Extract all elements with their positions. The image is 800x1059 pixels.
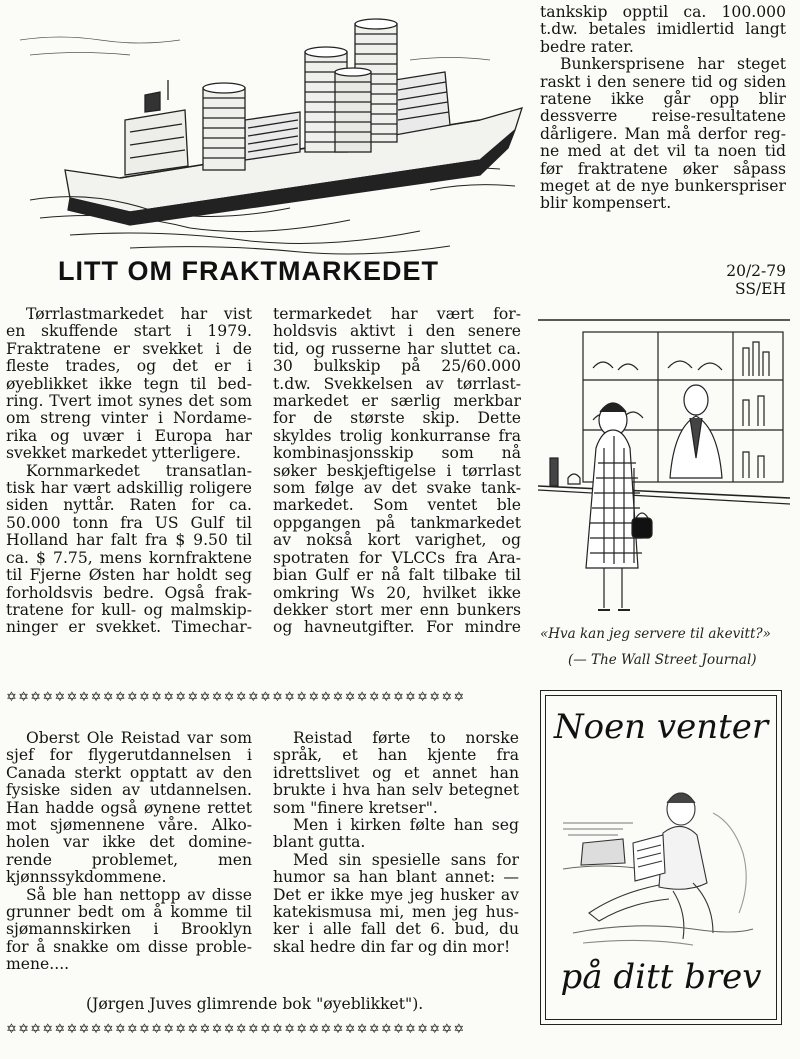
text-line: Men i kirken følte han seg: [293, 816, 519, 835]
text-line: til Fjerne Østen har holdt seg: [6, 566, 252, 585]
text-line: Fraktratene er svekket i de: [6, 339, 252, 358]
text-line: ca. $ 7.75, mens kornfraktene: [6, 548, 252, 567]
text-line: mot sjømennene våre. Alko-: [6, 816, 252, 835]
text-line: omkring Ws 20, hvilket ikke: [273, 583, 521, 602]
text-line: Kornmarkedet transatlan-: [26, 461, 252, 480]
text-line: Reistad førte to norske: [293, 729, 519, 747]
text-line: oppgangen på tankmarkedet: [273, 513, 521, 532]
text-line: holen var ikke det domine-: [6, 833, 252, 852]
text-line: tid, og russerne har sluttet ca.: [273, 339, 521, 358]
ad-headline-bottom: på ditt brev: [560, 957, 762, 997]
text-line: om streng vinter i Nordame-: [6, 409, 252, 428]
cartoon-caption: «Hva kan jeg servere til akevitt?»: [540, 626, 771, 642]
text-line: dessverre reise-resultatene: [540, 107, 786, 126]
text-line: blant gutta.: [273, 833, 366, 852]
star-divider-bottom: ✡✡✡✡✡✡✡✡✡✡✡✡✡✡✡✡✡✡✡✡✡✡✡✡✡✡✡✡✡✡✡✡✡✡✡✡✡✡: [6, 1022, 466, 1037]
text-line: spotraten for VLCCs fra Ara-: [273, 548, 521, 567]
text-line: fysiske siden av utdannelsen.: [6, 781, 252, 800]
text-line: ker i alle fall det 6. bud, du: [273, 920, 519, 939]
text-line: ratene ikke går opp blir: [540, 90, 786, 109]
text-line: tratene for kull- og malmskip-: [6, 600, 252, 619]
text-line: ring. Tvert imot synes det som: [6, 392, 252, 411]
text-line: ninger er svekket. Timechar-: [6, 618, 252, 637]
text-line: termarkedet har vært for-: [273, 305, 521, 323]
text-line: rende problemet, men: [6, 850, 252, 869]
text-line: fleste trades, og det er i: [6, 357, 252, 376]
text-line: skal hedre din far og din mor!: [273, 937, 511, 956]
text-line: svekket markedet ytterligere.: [6, 444, 241, 463]
text-line: og havneutgifter. For mindre: [273, 618, 521, 637]
text-line: for å snakke om disse proble-: [6, 937, 252, 956]
text-line: for de største skip. Dette: [273, 409, 521, 428]
text-line: sjef for flygerutdannelsen i: [6, 746, 252, 765]
text-line: katekismusa mi, men jeg hus-: [273, 903, 519, 922]
star-divider-top: ✡✡✡✡✡✡✡✡✡✡✡✡✡✡✡✡✡✡✡✡✡✡✡✡✡✡✡✡✡✡✡✡✡✡✡✡✡✡: [6, 690, 466, 705]
bar-cartoon-illustration: [538, 318, 790, 618]
article-headline: LITT OM FRAKTMARKEDET: [58, 256, 439, 286]
text-line: forholdsvis bedre. Også frak-: [6, 583, 252, 602]
article-column-3: [540, 4, 786, 213]
text-line: markedet er særlig merkbar: [273, 392, 521, 411]
cargo-ship-illustration: [10, 0, 525, 255]
text-line: holdsvis aktivt i den senere: [273, 322, 521, 341]
text-line: en skuffende start i 1979.: [6, 322, 252, 341]
text-line: t.dw. Svekkelsen av tørrlast-: [273, 374, 521, 393]
text-line: som følge av det svake tank-: [273, 479, 521, 498]
text-line: av nokså kort varighet, og: [273, 531, 521, 550]
text-line: 30 bulkskip på 25/60.000: [273, 357, 521, 376]
text-line: markedet. Som ventet ble: [273, 496, 521, 515]
text-line: dekker stort mer enn bunkers: [273, 600, 521, 619]
text-line: Han hadde også øynene rettet: [6, 798, 252, 817]
text-line: humor sa han blant annet: —: [273, 868, 519, 887]
text-line: før fraktratene øker såpass: [540, 159, 786, 178]
text-line: siden nyttår. Raten for ca.: [6, 496, 252, 515]
text-line: tankskip opptil ca. 100.000: [540, 3, 786, 21]
story-column-1: [6, 730, 252, 974]
article-date: 20/2-79: [726, 262, 786, 280]
text-line: 50.000 tonn fra US Gulf til: [6, 513, 252, 532]
text-line: språk, et han kjente fra: [273, 746, 519, 765]
text-line: øyeblikket ikke tegn til bed-: [6, 374, 252, 393]
text-line: ne med at det vil ta noen tid: [540, 142, 786, 161]
text-line: Bunkersprisene har steget: [560, 55, 786, 74]
text-line: Med sin spesielle sans for: [293, 850, 519, 869]
text-line: Oberst Ole Reistad var som: [26, 729, 252, 747]
text-line: Tørrlastmarkedet har vist: [26, 305, 252, 323]
cartoon-credit: (— The Wall Street Journal): [568, 652, 757, 668]
text-line: Det er ikke mye jeg husker av: [273, 885, 519, 904]
text-line: raskt i den senere tid og siden: [540, 72, 786, 91]
text-line: Holland har falt fra $ 9.50 til: [6, 531, 252, 550]
text-line: dårligere. Man må derfor reg-: [540, 124, 786, 143]
text-line: meget at de nye bunkerspriser: [540, 177, 786, 196]
article-column-2: [273, 306, 521, 637]
text-line: skyldes trolig konkurranse fra: [273, 426, 521, 445]
text-line: søker beskjeftigelse i tørrlast: [273, 461, 521, 480]
story-column-2: [273, 730, 519, 956]
text-line: brukte i hva han selv betegnet: [273, 781, 519, 800]
text-line: Så ble han nettopp av disse: [26, 885, 252, 904]
text-line: Canada sterkt opptatt av den: [6, 763, 252, 782]
ad-headline-top: Noen venter: [553, 707, 769, 747]
letter-ad-box: [540, 690, 782, 1025]
text-line: som "finere kretser".: [273, 798, 438, 817]
text-line: sjømannskirken i Brooklyn: [6, 920, 252, 939]
text-line: t.dw. betales imidlertid langt: [540, 20, 786, 39]
article-initials: SS/EH: [734, 280, 786, 298]
article-column-1: [6, 306, 252, 637]
text-line: grunner bedt om å komme til: [6, 903, 252, 922]
text-line: kjønnssykdommene.: [6, 868, 167, 887]
text-line: mene....: [6, 955, 70, 974]
reading-sailor-illustration: [563, 773, 759, 948]
text-line: blir kompensert.: [540, 194, 672, 213]
text-line: bedre rater.: [540, 37, 634, 56]
text-line: rika og uvær i Europa har: [6, 426, 252, 445]
text-line: tisk har vært adskillig roligere: [6, 479, 252, 498]
text-line: bian Gulf er nå falt tilbake til: [273, 566, 521, 585]
text-line: idrettslivet og et annet han: [273, 763, 519, 782]
text-line: kombinasjonsskip som nå: [273, 444, 521, 463]
story-source: (Jørgen Juves glimrende bok "øyeblikket").: [86, 995, 424, 1013]
